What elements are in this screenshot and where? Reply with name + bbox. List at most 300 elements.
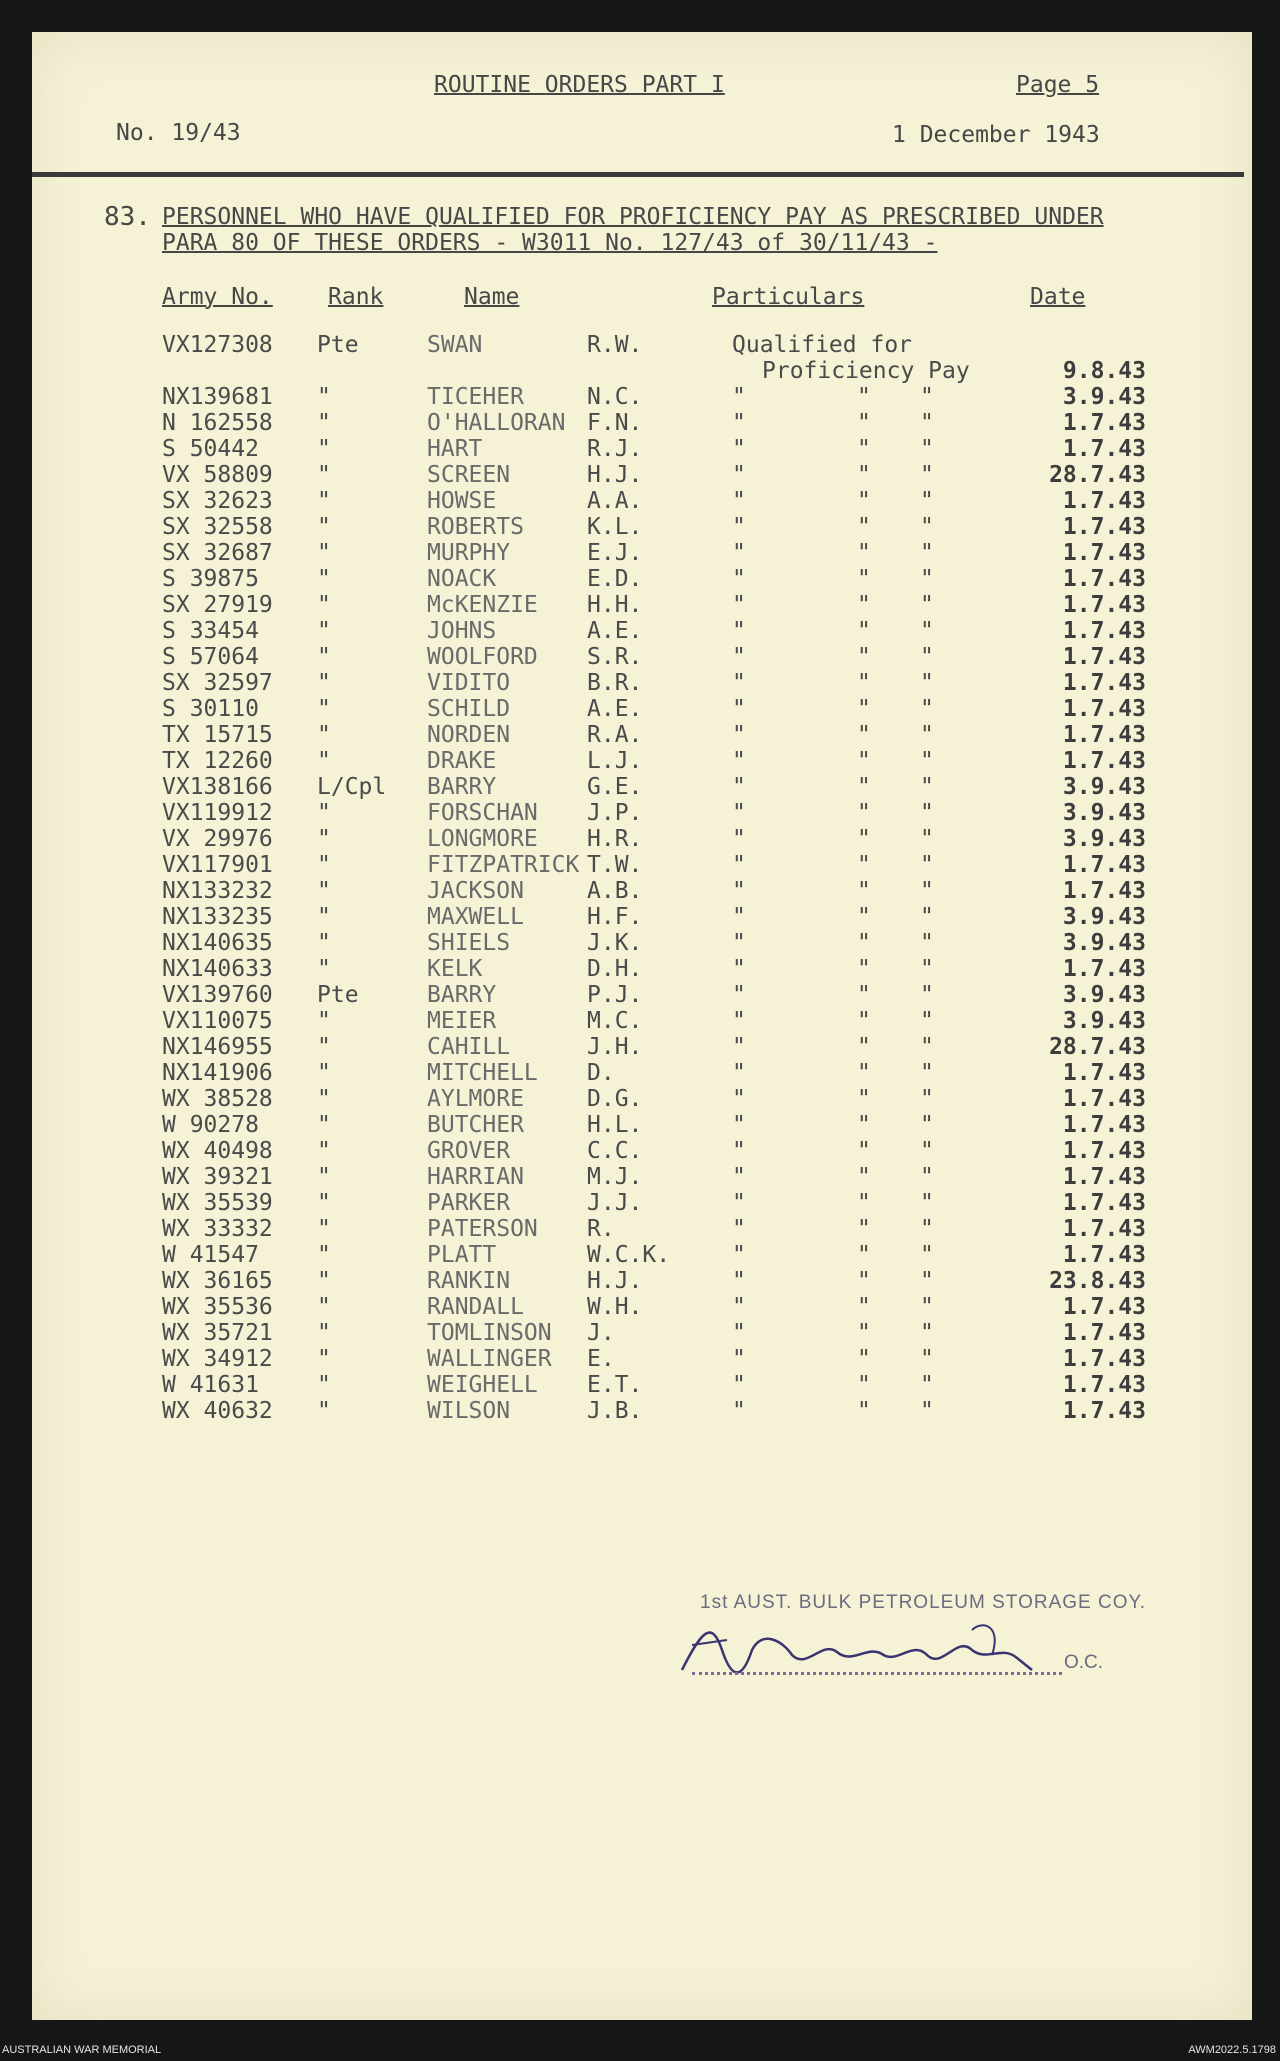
particulars-cell: " xyxy=(732,1008,746,1034)
name-cell: MITCHELL xyxy=(427,1060,538,1086)
particulars-ditto-cell: " xyxy=(857,826,871,852)
table-row xyxy=(32,748,1252,774)
army-number-cell: WX 40498 xyxy=(162,1138,273,1164)
table-row xyxy=(32,1034,1252,1060)
rank-cell: " xyxy=(317,1034,331,1060)
initials-cell: D. xyxy=(587,1060,615,1086)
table-row xyxy=(32,592,1252,618)
date-cell: 3.9.43 xyxy=(1062,774,1146,800)
date-cell: 1.7.43 xyxy=(1062,1294,1146,1320)
particulars-ditto-cell: " xyxy=(920,1398,934,1424)
initials-cell: H.L. xyxy=(587,1112,643,1138)
initials-cell: W.H. xyxy=(587,1294,643,1320)
initials-cell: H.F. xyxy=(587,904,643,930)
army-number-cell: NX133235 xyxy=(162,904,273,930)
particulars-cell: " xyxy=(732,436,746,462)
rank-cell: " xyxy=(317,748,331,774)
date-cell: 1.7.43 xyxy=(1062,696,1146,722)
initials-cell: K.L. xyxy=(587,514,643,540)
initials-cell: H.J. xyxy=(587,462,643,488)
particulars-ditto-cell: " xyxy=(857,722,871,748)
particulars-ditto-cell: " xyxy=(920,592,934,618)
table-row xyxy=(32,618,1252,644)
particulars-cell: " xyxy=(732,852,746,878)
particulars-ditto-cell: " xyxy=(920,826,934,852)
particulars-ditto-cell: " xyxy=(857,644,871,670)
particulars-ditto-cell: " xyxy=(857,904,871,930)
date-cell: 28.7.43 xyxy=(1049,1034,1146,1060)
rank-cell: " xyxy=(317,436,331,462)
initials-cell: G.E. xyxy=(587,774,643,800)
name-cell: BARRY xyxy=(427,982,497,1008)
army-number-cell: SX 32687 xyxy=(162,540,273,566)
rank-cell: " xyxy=(317,644,331,670)
name-cell: O'HALLORAN xyxy=(427,410,566,436)
army-number-cell: WX 35721 xyxy=(162,1320,273,1346)
table-row xyxy=(32,1268,1252,1294)
particulars-ditto-cell: " xyxy=(920,1372,934,1398)
signature xyxy=(672,1610,1072,1690)
particulars-ditto-cell: " xyxy=(857,1346,871,1372)
particulars-cell: " xyxy=(732,488,746,514)
particulars-ditto-cell: " xyxy=(920,1294,934,1320)
date-cell: 1.7.43 xyxy=(1062,1346,1146,1372)
particulars-cell: Qualified for xyxy=(732,332,913,358)
name-cell: CAHILL xyxy=(427,1034,511,1060)
particulars-ditto-cell: " xyxy=(857,982,871,1008)
rank-cell: " xyxy=(317,1190,331,1216)
rank-cell: " xyxy=(317,410,331,436)
paragraph-line-1: PERSONNEL WHO HAVE QUALIFIED FOR PROFICIENCY PAY AS PRESCRIBED UNDER xyxy=(162,204,1104,230)
oc-label: O.C. xyxy=(1064,1652,1104,1673)
table-row xyxy=(32,436,1252,462)
table-row xyxy=(32,1008,1252,1034)
name-cell: RANKIN xyxy=(427,1268,511,1294)
army-number-cell: VX139760 xyxy=(162,982,273,1008)
table-row xyxy=(32,670,1252,696)
particulars-ditto-cell: " xyxy=(857,1086,871,1112)
date-cell: 1.7.43 xyxy=(1062,956,1146,982)
particulars-ditto-cell: " xyxy=(920,800,934,826)
date-cell: 3.9.43 xyxy=(1062,930,1146,956)
particulars-ditto-cell: " xyxy=(920,1086,934,1112)
table-row xyxy=(32,1294,1252,1320)
table-row xyxy=(32,826,1252,852)
initials-cell: E.D. xyxy=(587,566,643,592)
date-cell: 1.7.43 xyxy=(1062,1138,1146,1164)
date-cell: 1.7.43 xyxy=(1062,1086,1146,1112)
initials-cell: J.P. xyxy=(587,800,643,826)
table-row xyxy=(32,774,1252,800)
army-number-cell: VX127308 xyxy=(162,332,273,358)
name-cell: BUTCHER xyxy=(427,1112,524,1138)
rank-cell: " xyxy=(317,878,331,904)
particulars-ditto-cell: " xyxy=(920,982,934,1008)
initials-cell: P.J. xyxy=(587,982,643,1008)
date-cell: 1.7.43 xyxy=(1062,670,1146,696)
date-cell: 1.7.43 xyxy=(1062,566,1146,592)
army-number-cell: W 41547 xyxy=(162,1242,259,1268)
army-number-cell: VX 58809 xyxy=(162,462,273,488)
particulars-ditto-cell: " xyxy=(857,852,871,878)
table-row xyxy=(32,878,1252,904)
table-row xyxy=(32,540,1252,566)
initials-cell: R.W. xyxy=(587,332,643,358)
rank-cell: " xyxy=(317,696,331,722)
initials-cell: E.J. xyxy=(587,540,643,566)
rank-cell: " xyxy=(317,800,331,826)
particulars-ditto-cell: " xyxy=(920,722,934,748)
name-cell: FITZPATRICK xyxy=(427,852,580,878)
army-number-cell: NX141906 xyxy=(162,1060,273,1086)
table-row xyxy=(32,1216,1252,1242)
particulars-cell: " xyxy=(732,644,746,670)
table-row xyxy=(32,1060,1252,1086)
initials-cell: A.B. xyxy=(587,878,643,904)
rank-cell: " xyxy=(317,670,331,696)
army-number-cell: SX 32623 xyxy=(162,488,273,514)
table-row xyxy=(32,1346,1252,1372)
document-page xyxy=(32,32,1252,2020)
date-cell: 1.7.43 xyxy=(1062,1398,1146,1424)
name-cell: SCREEN xyxy=(427,462,511,488)
initials-cell: R. xyxy=(587,1216,615,1242)
particulars-cell: " xyxy=(732,1086,746,1112)
initials-cell: J.B. xyxy=(587,1398,643,1424)
particulars-ditto-cell: " xyxy=(857,1216,871,1242)
particulars-ditto-cell: " xyxy=(920,410,934,436)
particulars-cell: " xyxy=(732,1346,746,1372)
table-row xyxy=(32,982,1252,1008)
army-number-cell: S 39875 xyxy=(162,566,259,592)
army-number-cell: NX139681 xyxy=(162,384,273,410)
table-row xyxy=(32,1398,1252,1424)
particulars-ditto-cell: " xyxy=(857,930,871,956)
particulars-cell: " xyxy=(732,800,746,826)
particulars-cell: " xyxy=(732,878,746,904)
table-row xyxy=(32,1320,1252,1346)
particulars-cell: " xyxy=(732,982,746,1008)
rank-cell: " xyxy=(317,826,331,852)
date-cell: 1.7.43 xyxy=(1062,878,1146,904)
particulars-ditto-cell: " xyxy=(920,696,934,722)
name-cell: WILSON xyxy=(427,1398,511,1424)
particulars-cell: " xyxy=(732,1190,746,1216)
particulars-ditto-cell: " xyxy=(920,748,934,774)
particulars-cell: " xyxy=(732,1034,746,1060)
army-number-cell: VX117901 xyxy=(162,852,273,878)
name-cell: MURPHY xyxy=(427,540,511,566)
date-cell: 1.7.43 xyxy=(1062,592,1146,618)
rank-cell: " xyxy=(317,566,331,592)
particulars-ditto-cell: " xyxy=(920,1138,934,1164)
name-cell: WEIGHELL xyxy=(427,1372,538,1398)
particulars-ditto-cell: " xyxy=(920,774,934,800)
particulars-ditto-cell: " xyxy=(920,1034,934,1060)
rank-cell: " xyxy=(317,618,331,644)
particulars-ditto-cell: " xyxy=(920,1008,934,1034)
table-row xyxy=(32,1190,1252,1216)
table-row xyxy=(32,696,1252,722)
particulars-ditto-cell: " xyxy=(920,514,934,540)
footer-institution: AUSTRALIAN WAR MEMORIAL xyxy=(2,2044,162,2056)
rank-cell: " xyxy=(317,956,331,982)
document-title: ROUTINE ORDERS PART I xyxy=(434,72,725,98)
date-cell: 1.7.43 xyxy=(1062,540,1146,566)
army-number-cell: SX 32597 xyxy=(162,670,273,696)
name-cell: SCHILD xyxy=(427,696,511,722)
army-number-cell: S 50442 xyxy=(162,436,259,462)
table-row xyxy=(32,410,1252,436)
rank-cell: " xyxy=(317,1268,331,1294)
table-row xyxy=(32,904,1252,930)
army-number-cell: SX 32558 xyxy=(162,514,273,540)
particulars-ditto-cell: " xyxy=(920,956,934,982)
particulars-ditto-cell: " xyxy=(920,1268,934,1294)
table-row xyxy=(32,332,1252,384)
date-cell: 1.7.43 xyxy=(1062,1190,1146,1216)
initials-cell: S.R. xyxy=(587,644,643,670)
name-cell: HARRIAN xyxy=(427,1164,524,1190)
particulars-cell: " xyxy=(732,540,746,566)
table-row xyxy=(32,488,1252,514)
particulars-ditto-cell: " xyxy=(857,1138,871,1164)
army-number-cell: W 41631 xyxy=(162,1372,259,1398)
particulars-cell: " xyxy=(732,592,746,618)
army-number-cell: S 33454 xyxy=(162,618,259,644)
army-number-cell: VX138166 xyxy=(162,774,273,800)
date-cell: 9.8.43 xyxy=(1062,358,1146,384)
rank-cell: " xyxy=(317,488,331,514)
date-cell: 1.7.43 xyxy=(1062,618,1146,644)
particulars-cell: " xyxy=(732,826,746,852)
name-cell: HOWSE xyxy=(427,488,497,514)
initials-cell: F.N. xyxy=(587,410,643,436)
header-divider xyxy=(32,172,1244,177)
name-cell: SWAN xyxy=(427,332,483,358)
particulars-ditto-cell: " xyxy=(920,1242,934,1268)
rank-cell: " xyxy=(317,904,331,930)
order-number: No. 19/43 xyxy=(116,120,241,146)
name-cell: PATERSON xyxy=(427,1216,538,1242)
particulars-ditto-cell: " xyxy=(920,1112,934,1138)
name-cell: DRAKE xyxy=(427,748,497,774)
particulars-ditto-cell: " xyxy=(920,930,934,956)
army-number-cell: VX119912 xyxy=(162,800,273,826)
particulars-ditto-cell: " xyxy=(857,800,871,826)
name-cell: LONGMORE xyxy=(427,826,538,852)
particulars-cell: " xyxy=(732,1138,746,1164)
army-number-cell: VX110075 xyxy=(162,1008,273,1034)
particulars-ditto-cell: " xyxy=(920,384,934,410)
army-number-cell: W 90278 xyxy=(162,1112,259,1138)
army-number-cell: TX 15715 xyxy=(162,722,273,748)
table-row xyxy=(32,930,1252,956)
particulars-ditto-cell: " xyxy=(857,1164,871,1190)
army-number-cell: WX 36165 xyxy=(162,1268,273,1294)
initials-cell: M.C. xyxy=(587,1008,643,1034)
particulars-ditto-cell: " xyxy=(920,462,934,488)
name-cell: VIDITO xyxy=(427,670,511,696)
army-number-cell: WX 34912 xyxy=(162,1346,273,1372)
particulars-ditto-cell: " xyxy=(857,1008,871,1034)
army-number-cell: NX140635 xyxy=(162,930,273,956)
initials-cell: D.G. xyxy=(587,1086,643,1112)
particulars-ditto-cell: " xyxy=(857,878,871,904)
rank-cell: " xyxy=(317,1216,331,1242)
date-cell: 1.7.43 xyxy=(1062,1242,1146,1268)
name-cell: BARRY xyxy=(427,774,497,800)
initials-cell: J.J. xyxy=(587,1190,643,1216)
rank-cell: " xyxy=(317,1008,331,1034)
date-cell: 1.7.43 xyxy=(1062,410,1146,436)
particulars-ditto-cell: " xyxy=(857,1268,871,1294)
army-number-cell: WX 40632 xyxy=(162,1398,273,1424)
particulars-cell: " xyxy=(732,1320,746,1346)
particulars-cell: " xyxy=(732,1060,746,1086)
rank-cell: " xyxy=(317,1242,331,1268)
name-cell: NORDEN xyxy=(427,722,511,748)
rank-cell: Pte xyxy=(317,332,359,358)
rank-cell: " xyxy=(317,1294,331,1320)
army-number-cell: WX 35539 xyxy=(162,1190,273,1216)
rank-cell: " xyxy=(317,1398,331,1424)
initials-cell: R.A. xyxy=(587,722,643,748)
particulars-cell: " xyxy=(732,956,746,982)
column-header-date: Date xyxy=(1030,284,1086,310)
name-cell: GROVER xyxy=(427,1138,511,1164)
date-cell: 3.9.43 xyxy=(1062,384,1146,410)
particulars-ditto-cell: " xyxy=(920,852,934,878)
name-cell: PARKER xyxy=(427,1190,511,1216)
table-row xyxy=(32,722,1252,748)
particulars-ditto-cell: " xyxy=(920,436,934,462)
initials-cell: L.J. xyxy=(587,748,643,774)
particulars-ditto-cell: " xyxy=(857,696,871,722)
date-cell: 1.7.43 xyxy=(1062,1112,1146,1138)
particulars-ditto-cell: " xyxy=(920,566,934,592)
table-row xyxy=(32,566,1252,592)
initials-cell: J.K. xyxy=(587,930,643,956)
particulars-ditto-cell: " xyxy=(857,1034,871,1060)
name-cell: JACKSON xyxy=(427,878,524,904)
particulars-ditto-cell: " xyxy=(920,904,934,930)
date-cell: 3.9.43 xyxy=(1062,826,1146,852)
footer-accession: AWM2022.5.1798 xyxy=(1188,2044,1276,2056)
initials-cell: M.J. xyxy=(587,1164,643,1190)
signature-line xyxy=(692,1672,1062,1675)
name-cell: KELK xyxy=(427,956,483,982)
initials-cell: W.C.K. xyxy=(587,1242,671,1268)
rank-cell: Pte xyxy=(317,982,359,1008)
table-row xyxy=(32,384,1252,410)
particulars-cell: " xyxy=(732,696,746,722)
name-cell: WALLINGER xyxy=(427,1346,552,1372)
army-number-cell: WX 39321 xyxy=(162,1164,273,1190)
army-number-cell: WX 35536 xyxy=(162,1294,273,1320)
particulars-ditto-cell: " xyxy=(857,1320,871,1346)
army-number-cell: S 57064 xyxy=(162,644,259,670)
initials-cell: H.H. xyxy=(587,592,643,618)
name-cell: AYLMORE xyxy=(427,1086,524,1112)
army-number-cell: NX140633 xyxy=(162,956,273,982)
particulars-ditto-cell: " xyxy=(920,644,934,670)
particulars-cell: " xyxy=(732,748,746,774)
army-number-cell: WX 38528 xyxy=(162,1086,273,1112)
date-cell: 1.7.43 xyxy=(1062,1164,1146,1190)
date-cell: 28.7.43 xyxy=(1049,462,1146,488)
particulars-ditto-cell: " xyxy=(857,1060,871,1086)
particulars-ditto-cell: " xyxy=(920,1216,934,1242)
rank-cell: " xyxy=(317,1320,331,1346)
particulars-ditto-cell: " xyxy=(857,436,871,462)
particulars-cell: " xyxy=(732,1268,746,1294)
particulars-ditto-cell: " xyxy=(857,540,871,566)
unit-stamp: 1st AUST. BULK PETROLEUM STORAGE COY. xyxy=(700,1592,1146,1613)
initials-cell: R.J. xyxy=(587,436,643,462)
particulars-cell: " xyxy=(732,930,746,956)
table-row xyxy=(32,956,1252,982)
initials-cell: H.R. xyxy=(587,826,643,852)
initials-cell: E. xyxy=(587,1346,615,1372)
particulars-ditto-cell: " xyxy=(857,1242,871,1268)
paragraph-line-2: PARA 80 OF THESE ORDERS - W3011 No. 127/43 of 30/11/43 - xyxy=(162,230,938,256)
particulars-ditto-cell: " xyxy=(857,592,871,618)
date-cell: 3.9.43 xyxy=(1062,800,1146,826)
name-cell: JOHNS xyxy=(427,618,497,644)
particulars-ditto-cell: " xyxy=(857,1372,871,1398)
rank-cell: " xyxy=(317,852,331,878)
rank-cell: " xyxy=(317,1346,331,1372)
initials-cell: C.C. xyxy=(587,1138,643,1164)
initials-cell: A.A. xyxy=(587,488,643,514)
particulars-ditto-cell: " xyxy=(857,1294,871,1320)
rank-cell: " xyxy=(317,1060,331,1086)
date-cell: 1.7.43 xyxy=(1062,436,1146,462)
initials-cell: D.H. xyxy=(587,956,643,982)
particulars-cell: " xyxy=(732,514,746,540)
table-row xyxy=(32,1138,1252,1164)
date-cell: 3.9.43 xyxy=(1062,904,1146,930)
rank-cell: " xyxy=(317,462,331,488)
table-row xyxy=(32,1372,1252,1398)
particulars-cell: " xyxy=(732,722,746,748)
rank-cell: " xyxy=(317,1164,331,1190)
initials-cell: B.R. xyxy=(587,670,643,696)
date-cell: 1.7.43 xyxy=(1062,1060,1146,1086)
name-cell: McKENZIE xyxy=(427,592,538,618)
date-cell: 1.7.43 xyxy=(1062,1320,1146,1346)
particulars-ditto-cell: " xyxy=(857,956,871,982)
initials-cell: A.E. xyxy=(587,618,643,644)
particulars-ditto-cell: " xyxy=(920,670,934,696)
particulars-ditto-cell: " xyxy=(857,1112,871,1138)
initials-cell: J.H. xyxy=(587,1034,643,1060)
rank-cell: " xyxy=(317,514,331,540)
particulars-ditto-cell: " xyxy=(857,462,871,488)
particulars-cell: " xyxy=(732,670,746,696)
particulars-cell: " xyxy=(732,1372,746,1398)
name-cell: RANDALL xyxy=(427,1294,524,1320)
table-row xyxy=(32,462,1252,488)
particulars-ditto-cell: " xyxy=(920,1346,934,1372)
particulars-cell: " xyxy=(732,384,746,410)
particulars-cell: " xyxy=(732,1294,746,1320)
table-row xyxy=(32,852,1252,878)
column-header-name: Name xyxy=(464,284,520,310)
name-cell: HART xyxy=(427,436,483,462)
rank-cell: " xyxy=(317,592,331,618)
